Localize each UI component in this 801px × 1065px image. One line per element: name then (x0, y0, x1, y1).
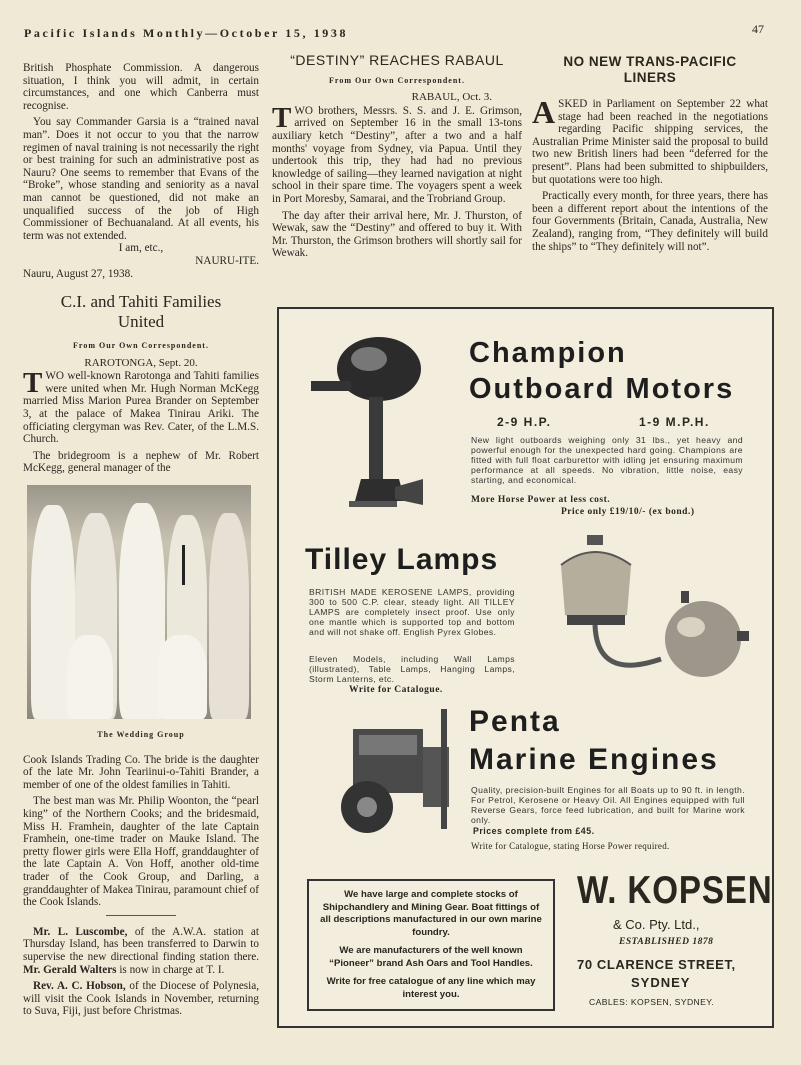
liners-lead: SKED in Parliament on September 22 what stage had been reached in the negotiations regarding Pacific shipping services, the Australian Prime Minister said the proposal to build two new British liners had been “deferred for the present”. Plans had been submitted to shipbuilders, but quotations were too high. (532, 98, 768, 186)
tilley-models: Eleven Models, including Wall Lamps (illustrated), Table Lamps, Hanging Lamps, Storm Lanterns, etc. (309, 654, 515, 684)
destiny-dropcap: T (272, 101, 292, 134)
destiny-headline: “DESTINY” REACHES RABAUL (290, 52, 504, 68)
wedding-paragraph: Cook Islands Trading Co. The bride is the daughter of the late Mr. John Teariinui-o-Tahiti Brander, a member of one of the oldest families in Tahiti. (23, 753, 259, 791)
page-number: 47 (752, 22, 764, 36)
letter-place-date: Nauru, August 27, 1938. (23, 267, 134, 280)
liners-paragraph: Practically every month, for three years, there has been a different report about the intentions of the four Governments (Britain, Canada, Australia, New Zealand), ranging from, “They definitely will build the ships” to “They definitely will not”. (532, 190, 768, 253)
letter-paragraph: You say Commander Garsia is a “trained naval man”. Does it not occur to you that the narrow regimen of naval training is not necessarily the right or best training for such an administrative post as Nauru? One seems to remember that Evans of the “Broke”, whose standing and seniority as a naval man cannot be questioned, did not make an unqualified success of the job of High Commissioner of Bechuanaland. At all events, his term was not extended. (23, 116, 259, 242)
running-title: Pacific Islands Monthly—October 15, 1938 (24, 26, 349, 40)
marine-engine-illustration (337, 707, 457, 837)
kopsen-advertisement (277, 307, 774, 1028)
destiny-lead: WO brothers, Messrs. S. S. and J. E. Grimson, arrived on September 16 in the small 13-tons auxiliary ketch “Destiny”, after a two and a half months' voyage from Sydney, via Papua. Until they undertook this trip, they had had no previous knowledge of sailing—they learned navigation at night school in their spare time. The voyagers spent a week in Port Moresby, Samarai, and the Trobriand Group. (272, 104, 522, 205)
photo-caption: The Wedding Group (97, 730, 185, 740)
running-header (24, 22, 764, 41)
destiny-article (272, 54, 522, 264)
kopsen-street: 70 CLARENCE STREET, (577, 957, 736, 972)
stocks-box (307, 879, 555, 1011)
kopsen-company: & Co. Pty. Ltd., (613, 917, 700, 932)
champion-hp: 2-9 H.P. (497, 415, 552, 429)
stocks-line: We have large and complete stocks of Shipchandlery and Mining Gear. Boat fittings of all descriptions manufactured in our own marine foundry. (320, 889, 542, 938)
news-note: Rev. A. C. Hobson, of the Diocese of Polynesia, will visit the Cook Islands in November, returning to Suva, Fiji, just before Christmas. (23, 980, 260, 1018)
champion-subtitle: Outboard Motors (469, 373, 735, 405)
penta-description: Quality, precision-built Engines for all Boats up to 90 ft. in length. For Petrol, Kerosene or Heavy Oil. All Engines equipped with full Reverse Gears, force feed lubrication, and built for Marine work only. (471, 785, 745, 825)
destiny-correspondent: From Our Own Correspondent. (329, 75, 465, 85)
wedding-paragraph: The bridegroom is a nephew of Mr. Robert McKegg, general manager of the (23, 449, 259, 475)
wedding-dropcap: T (23, 367, 43, 400)
wedding-headline: C.I. and Tahiti Families United (60, 292, 222, 332)
liners-headline: NO NEW TRANS-PACIFIC LINERS (563, 54, 737, 85)
penta-prices: Prices complete from £45. (473, 826, 595, 836)
outboard-motor-illustration (309, 329, 429, 529)
divider (106, 915, 176, 916)
kopsen-city: SYDNEY (631, 975, 691, 990)
liners-article (532, 54, 768, 257)
letter-paragraph: British Phosphate Commission. A dangerous situation, I think you will admit, in certain circumstances, and one which Canberra must recognise. (23, 62, 259, 112)
letter-closing: I am, etc., (118, 242, 164, 255)
champion-description: New light outboards weighing only 31 lbs., yet heavy and powerful enough for the unexpected hard going. Champions are fitted with full float carburettor with idling jet ensuring maximum performance at all speeds. No vibration, little noise, easy starting, and economical. (471, 435, 743, 485)
wedding-correspondent: From Our Own Correspondent. (73, 341, 209, 351)
penta-catalogue-cta: Write for Catalogue, stating Horse Power required. (471, 841, 670, 851)
champion-title: Champion (469, 337, 627, 369)
wedding-dateline: RAROTONGA, Sept. 20. (84, 356, 198, 369)
champion-tagline: More Horse Power at less cost. (471, 495, 611, 505)
wedding-paragraph: The best man was Mr. Philip Woonton, the “pearl king” of the Northern Cooks; and the bridesmaid, Miss H. Framhein, daughter of the late Captain Framhein, one-time trader on Mauke Island. The pretty flower girls were Ella Hoff, granddaughter of the late Captain A. Von Hoff, another old-time trader of the Cook Group, and Darling, a granddaughter of Makea Tinirau, paramount chief of the Cook Islands. (23, 795, 259, 909)
destiny-dateline: RABAUL, Oct. 3. (411, 91, 492, 104)
penta-title: Penta (469, 705, 561, 738)
champion-price: Price only £19/10/- (ex bond.) (561, 507, 695, 517)
champion-mph: 1-9 M.P.H. (639, 415, 710, 429)
kopsen-name: W. KOPSEN (577, 869, 773, 912)
liners-dropcap: A (532, 94, 556, 130)
stocks-line: Write for free catalogue of any line which may interest you. (326, 976, 536, 1000)
kopsen-cables: CABLES: KOPSEN, SYDNEY. (589, 997, 715, 1007)
tilley-catalogue-cta: Write for Catalogue. (349, 685, 443, 695)
stocks-line: We are manufacturers of the well known “Pioneer” brand Ash Oars and Tool Handles. (329, 945, 533, 969)
wedding-lead: WO well-known Rarotonga and Tahiti families were united when Mr. Hugh Norman McKegg married Miss Marion Purea Brander on September 3, at the palace of Makea Tinirau Ariki. The officiating clergyman was Rev. Cater, of the L.M.S. Church. (23, 370, 259, 446)
penta-subtitle: Marine Engines (469, 743, 719, 776)
left-column (23, 62, 259, 1022)
tilley-wall-lamp-illustration (541, 531, 751, 701)
kopsen-established: ESTABLISHED 1878 (619, 937, 714, 947)
letter-signature: NAURU-ITE. (195, 254, 259, 267)
wedding-group-photo (27, 485, 251, 719)
destiny-paragraph: The day after their arrival here, Mr. J. Thurston, of Wewak, saw the “Destiny” and offered to buy it. With Mr. Thurston, the Grimson brothers will shortly sail for Wewak. (272, 209, 522, 260)
tilley-title: Tilley Lamps (305, 543, 499, 576)
tilley-description: BRITISH MADE KEROSENE LAMPS, providing 300 to 500 C.P. clear, steady light. All TILLEY LAMPS are completely insect proof. Use only one mantle which is supported top and bottom and will not shake off. English Pyrex Globes. (309, 587, 515, 637)
news-note: Mr. L. Luscombe, of the A.W.A. station at Thursday Island, has been transferred to Darwin to supervise the new directional finding station there. Mr. Gerald Walters is now in charge at T. I. (23, 925, 260, 976)
